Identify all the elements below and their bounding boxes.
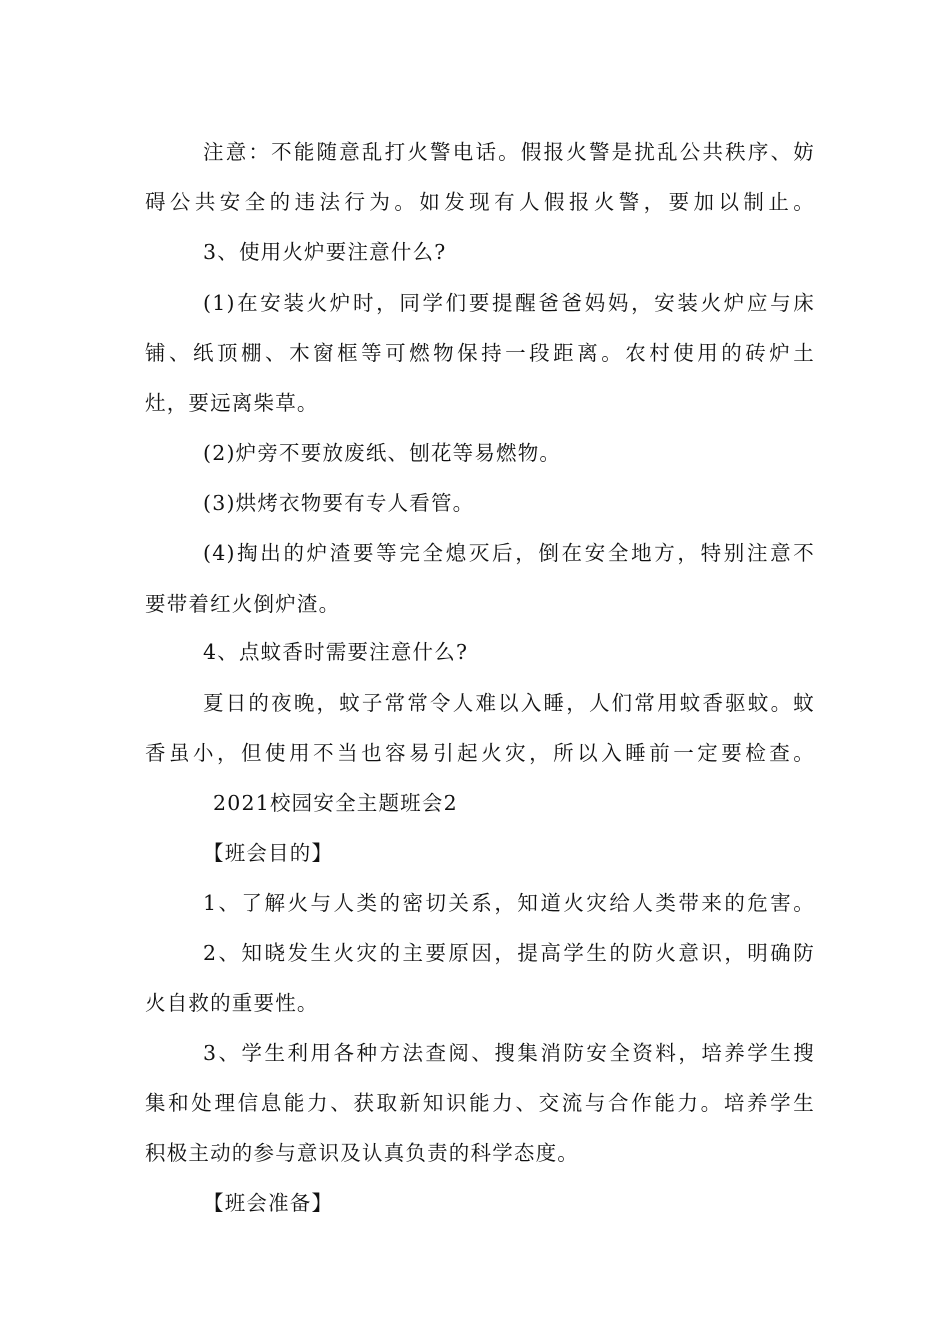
list-item: 1、了解火与人类的密切关系，知道火灾给人类带来的危害。: [203, 891, 815, 915]
paragraph-line: (3)烘烤衣物要有专人看管。: [203, 491, 475, 515]
paragraph-line: 碍公共安全的违法行为。如发现有人假报火警，要加以制止。: [145, 190, 815, 214]
paragraph-line: 香虽小，但使用不当也容易引起火灾，所以入睡前一定要检查。: [145, 741, 815, 765]
section-heading: 4、点蚊香时需要注意什么?: [203, 640, 469, 664]
paragraph-line: 火自救的重要性。: [145, 991, 319, 1015]
paragraph-line: (1)在安装火炉时，同学们要提醒爸爸妈妈，安装火炉应与床: [203, 291, 815, 315]
section-heading: 3、使用火炉要注意什么?: [203, 240, 447, 264]
list-item: 2、知晓发生火灾的主要原因，提高学生的防火意识，明确防: [203, 941, 815, 965]
paragraph-line: 夏日的夜晚，蚊子常常令人难以入睡，人们常用蚊香驱蚊。蚊: [203, 691, 815, 715]
paragraph-line: 注意：不能随意乱打火警电话。假报火警是扰乱公共秩序、妨: [203, 140, 815, 164]
paragraph-line: 铺、纸顶棚、木窗框等可燃物保持一段距离。农村使用的砖炉土: [145, 341, 815, 365]
paragraph-line: (4)掏出的炉渣要等完全熄灭后，倒在安全地方，特别注意不: [203, 541, 815, 565]
section-heading: 【班会目的】: [203, 841, 334, 865]
paragraph-line: 要带着红火倒炉渣。: [145, 592, 341, 616]
paragraph-line: (2)炉旁不要放废纸、刨花等易燃物。: [203, 441, 562, 465]
paragraph-line: 集和处理信息能力、获取新知识能力、交流与合作能力。培养学生: [145, 1091, 815, 1115]
paragraph-line: 灶，要远离柴草。: [145, 391, 319, 415]
document-title: 2021校园安全主题班会2: [213, 791, 458, 815]
section-heading: 【班会准备】: [203, 1191, 334, 1215]
paragraph-line: 积极主动的参与意识及认真负责的科学态度。: [145, 1141, 579, 1165]
list-item: 3、学生利用各种方法查阅、搜集消防安全资料，培养学生搜: [203, 1041, 815, 1065]
